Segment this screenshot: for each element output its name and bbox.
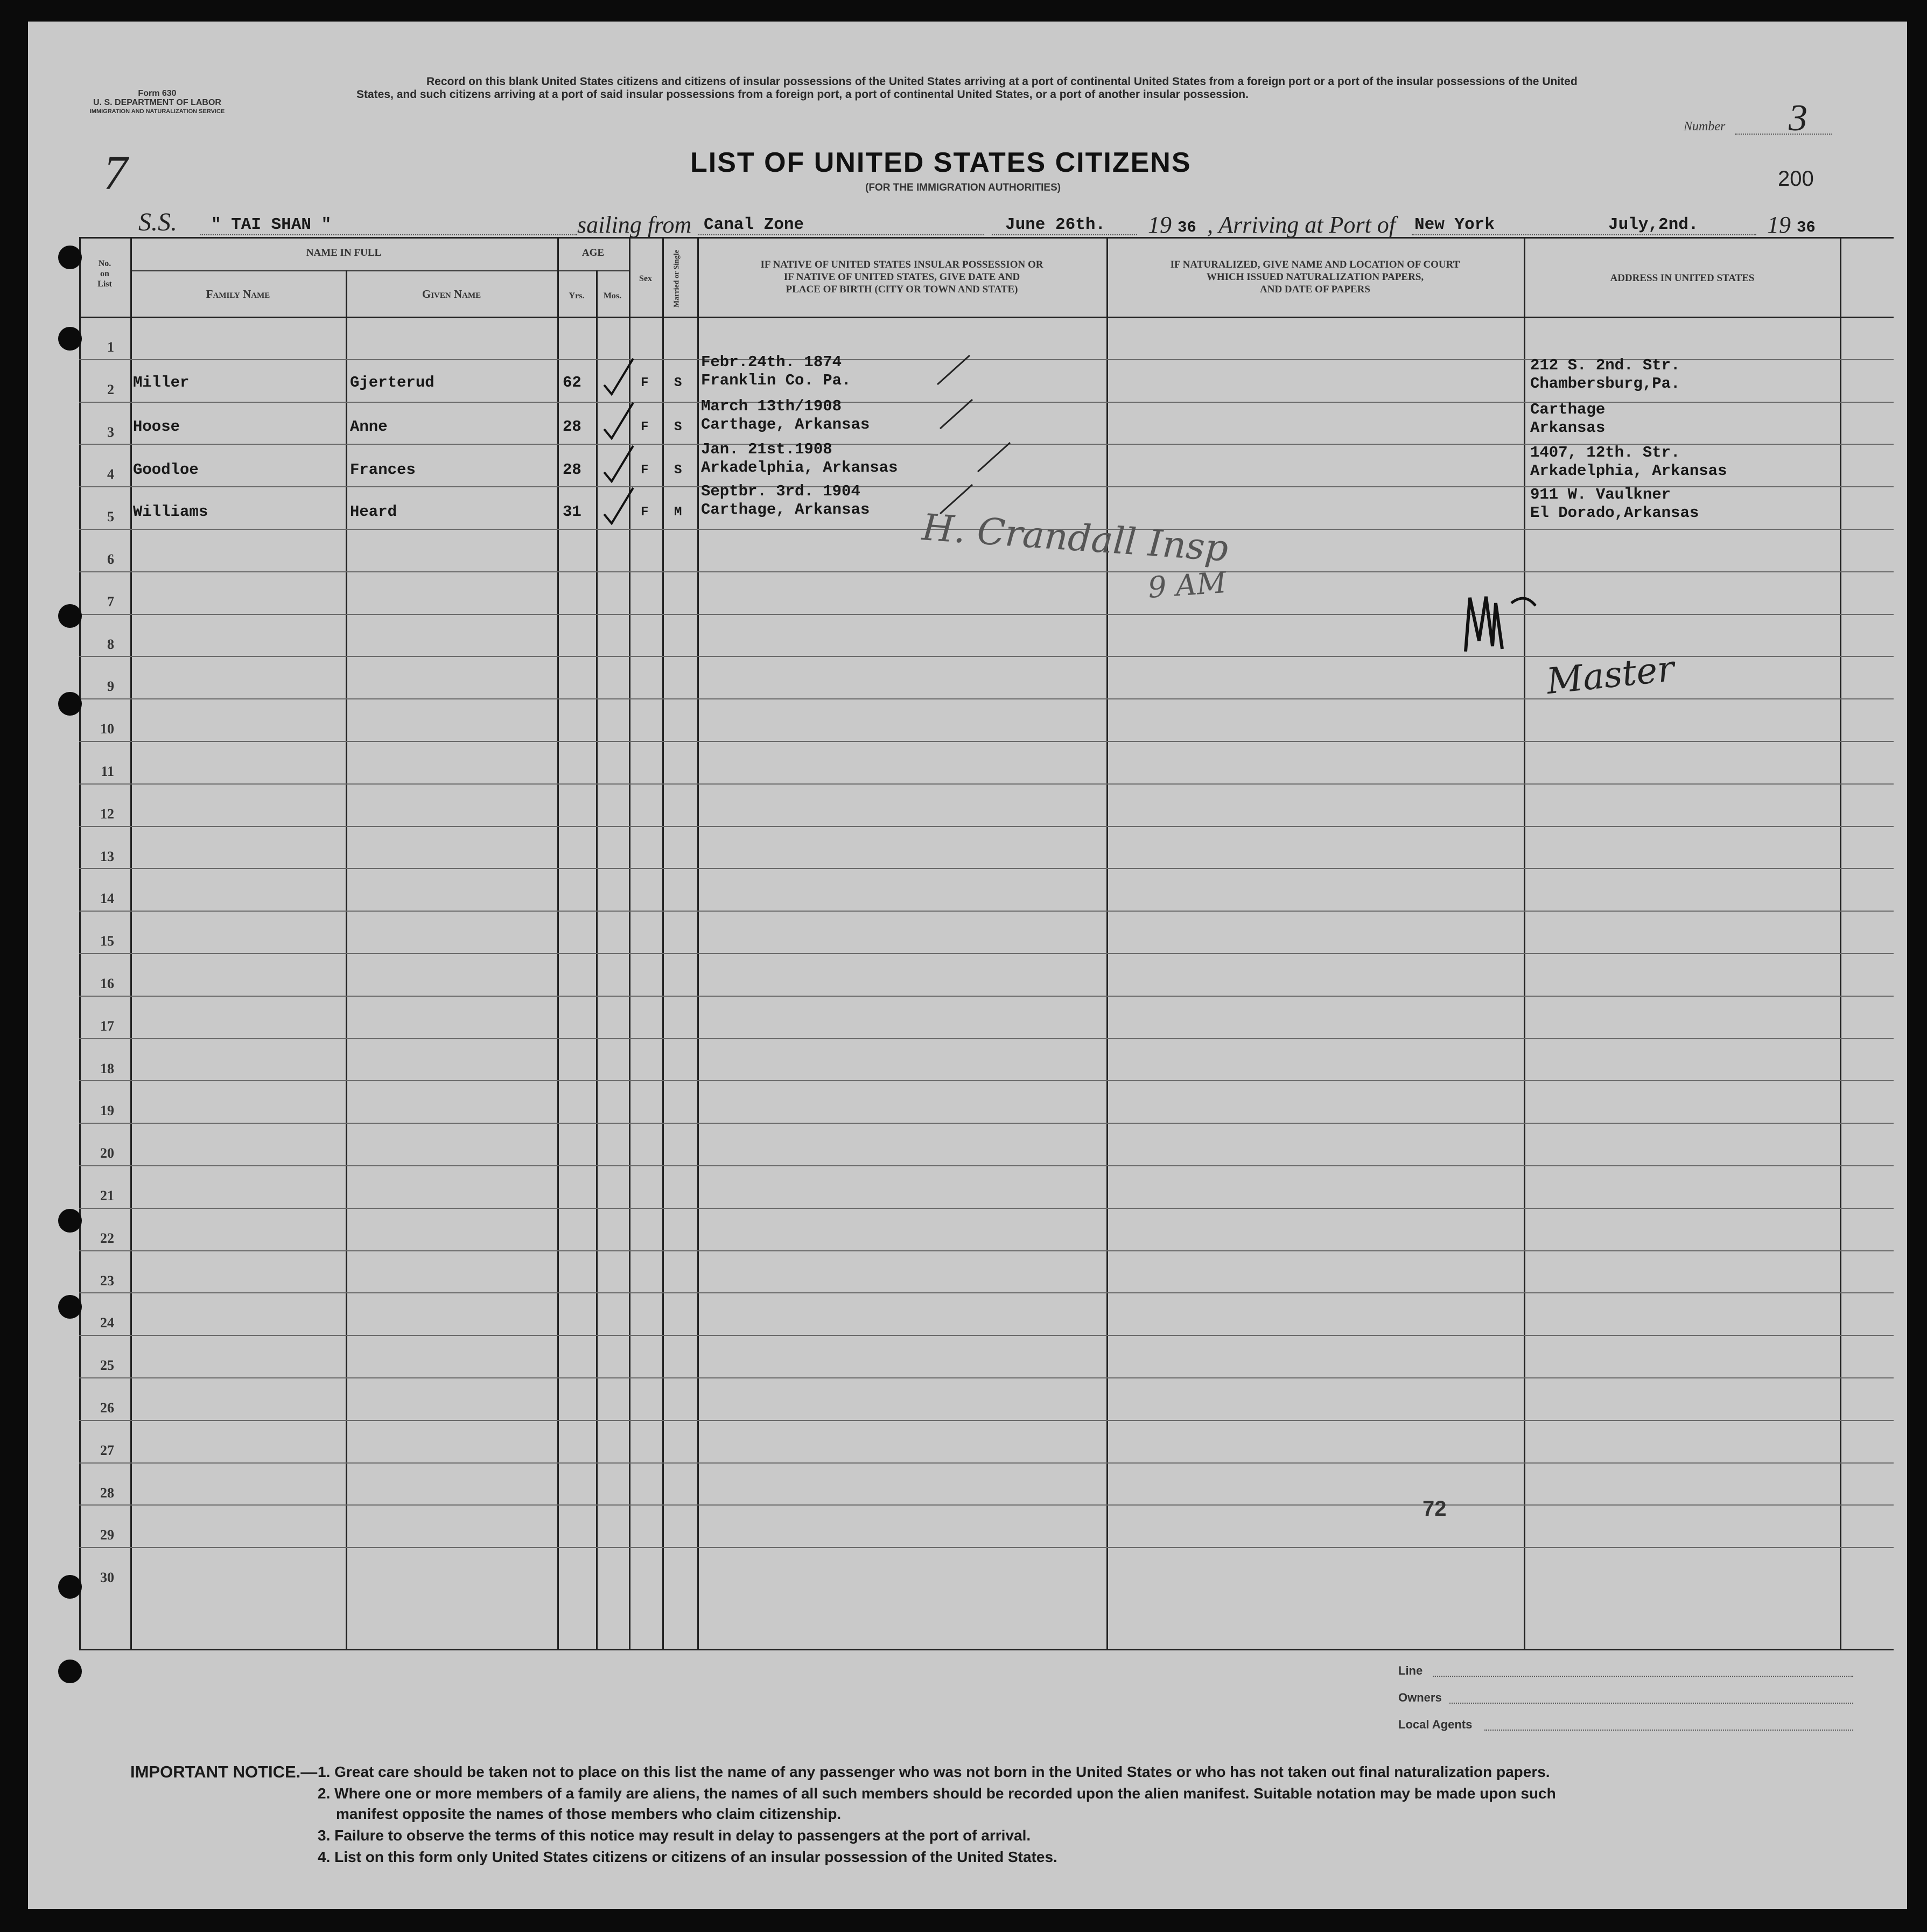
row-number: 2 (107, 381, 114, 397)
family-name-cell: Williams (133, 503, 208, 521)
checkmark-icon (600, 485, 637, 530)
row-number: 14 (100, 891, 114, 907)
checkmark-icon (600, 355, 637, 401)
row-number: 5 (107, 509, 114, 525)
age-years-cell: 28 (563, 418, 581, 436)
margin-mark: 7 (103, 146, 128, 200)
punch-hole (58, 1575, 82, 1599)
tick-mark-icon (976, 439, 1013, 480)
sex-cell: F (641, 463, 649, 478)
form-number: Form 630 (138, 89, 177, 98)
agents-underline (1484, 1730, 1853, 1731)
birth-place-cell: Franklin Co. Pa. (701, 372, 851, 389)
row-number: 6 (107, 551, 114, 567)
owners-underline (1449, 1703, 1853, 1704)
header-no-line: No. (98, 259, 111, 268)
header-yrs: Yrs. (569, 291, 585, 300)
row-number: 3 (107, 424, 114, 440)
arrival-date: July,2nd. (1608, 215, 1699, 234)
header-sex: Sex (639, 274, 652, 283)
header-name-in-full: NAME IN FULL (306, 247, 382, 258)
row-number: 19 (100, 1103, 114, 1119)
row-number: 28 (100, 1485, 114, 1501)
owners-label: Owners (1398, 1691, 1442, 1704)
address-line-1-cell: Carthage (1530, 401, 1606, 418)
master-signature: Master (1544, 647, 1677, 703)
punch-hole (58, 246, 82, 269)
page-subtitle: (FOR THE IMMIGRATION AUTHORITIES) (865, 182, 1061, 193)
row-number: 21 (100, 1188, 114, 1203)
header-list-line: List (97, 279, 112, 289)
birth-date-cell: Febr.24th. 1874 (701, 353, 842, 371)
given-name-cell: Heard (350, 503, 397, 521)
checkmark-icon (600, 443, 637, 488)
age-years-cell: 28 (563, 461, 581, 479)
marital-status-cell: S (674, 420, 682, 435)
ship-prefix: S.S. (138, 208, 177, 236)
birth-place-cell: Carthage, Arkansas (701, 416, 870, 433)
marital-status-cell: M (674, 505, 682, 520)
row-number: 10 (100, 721, 114, 737)
notice-lead: IMPORTANT NOTICE.— (130, 1762, 318, 1781)
row-number: 7 (107, 593, 114, 610)
sex-cell: F (641, 505, 649, 520)
local-agents-label: Local Agents (1398, 1718, 1473, 1731)
address-line-2-cell: Chambersburg,Pa. (1530, 375, 1680, 393)
row-number: 8 (107, 636, 114, 652)
marital-status-cell: S (674, 376, 682, 390)
row-number: 1 (107, 339, 114, 355)
header-mos: Mos. (603, 291, 622, 300)
ship-name: " TAI SHAN " (211, 215, 332, 234)
header-birth-line-1: IF NATIVE OF UNITED STATES INSULAR POSSESSION OR (760, 259, 1043, 270)
row-number: 26 (100, 1400, 114, 1416)
given-name-cell: Anne (350, 418, 388, 436)
arrival-port: New York (1414, 215, 1495, 234)
line-underline (1433, 1676, 1853, 1677)
birth-date-cell: Jan. 21st.1908 (701, 440, 832, 458)
arriving-label: , Arriving at Port of (1207, 212, 1396, 238)
row-number: 11 (101, 764, 114, 779)
page-title: LIST OF UNITED STATES CITIZENS (690, 147, 1192, 178)
depart-date: June 26th. (1005, 215, 1106, 234)
header-naturalized-line-2: WHICH ISSUED NATURALIZATION PAPERS, (1206, 271, 1424, 283)
punch-hole (58, 1295, 82, 1319)
punch-hole (58, 1660, 82, 1683)
checkmark-icon (600, 400, 637, 445)
arrival-year-suffix: 36 (1797, 219, 1816, 236)
tick-mark-icon (938, 396, 976, 437)
line-label: Line (1398, 1664, 1423, 1677)
row-number: 20 (100, 1145, 114, 1161)
row-number: 30 (100, 1570, 114, 1586)
sailing-from: Canal Zone (704, 215, 804, 234)
header-naturalized-line-3: AND DATE OF PAPERS (1260, 284, 1370, 295)
address-line-1-cell: 911 W. Vaulkner (1530, 486, 1671, 503)
marital-status-cell: S (674, 463, 682, 478)
header-naturalized-line-1: IF NATURALIZED, GIVE NAME AND LOCATION OF COURT (1170, 259, 1460, 270)
birth-place-cell: Carthage, Arkansas (701, 501, 870, 519)
address-line-2-cell: Arkansas (1530, 419, 1606, 437)
punch-hole (58, 1209, 82, 1233)
notice-item-2b: manifest opposite the names of those members who claim citizenship. (336, 1805, 842, 1822)
address-line-2-cell: El Dorado,Arkansas (1530, 504, 1699, 522)
birth-date-cell: Septbr. 3rd. 1904 (701, 482, 860, 500)
punch-hole (58, 327, 82, 351)
header-birth-line-3: PLACE OF BIRTH (CITY OR TOWN AND STATE) (786, 284, 1018, 295)
manifest-sheet (28, 22, 1907, 1909)
row-number: 9 (107, 678, 114, 695)
depart-year-prefix: 19 (1148, 212, 1172, 238)
stamp-number: 200 (1778, 167, 1814, 191)
passenger-entries (28, 22, 1907, 1909)
arrival-year-prefix: 19 (1767, 212, 1791, 238)
service-name: IMMIGRATION AND NATURALIZATION SERVICE (89, 108, 225, 115)
number-value: 3 (1789, 97, 1807, 139)
row-number: 15 (100, 933, 114, 949)
master-signature-mark (1460, 587, 1541, 662)
row-number: 13 (100, 848, 114, 864)
notice-item-2a: 2. Where one or more members of a family are aliens, the names of all such members should be recorded upon the alien manifest. Suitable notation may be made upon such (318, 1785, 1556, 1802)
header-age: AGE (581, 247, 605, 258)
address-line-1-cell: 212 S. 2nd. Str. (1530, 356, 1680, 374)
address-line-1-cell: 1407, 12th. Str. (1530, 444, 1680, 461)
notice-item-3: 3. Failure to observe the terms of this notice may result in delay to passengers at the port of arrival. (318, 1827, 1031, 1844)
row-number: 29 (100, 1527, 114, 1543)
header-birth-line-2: IF NATIVE OF UNITED STATES, GIVE DATE AND (783, 271, 1020, 283)
header-given-name: Given Name (422, 288, 481, 300)
sex-cell: F (641, 376, 649, 390)
row-number: 22 (100, 1230, 114, 1246)
notice-item-4: 4. List on this form only United States citizens or citizens of an insular possession of the United States. (318, 1849, 1057, 1865)
instructions-text: Record on this blank United States citizens and citizens of insular possessions of the United States arriving at a port of continental United States from a foreign port or a port of the insular possessions of the United States, and such citizens arriving at a port of said insular possessions from a foreign port, a port of continental United States, or a port of another insular possession. (356, 75, 1578, 101)
sex-cell: F (641, 420, 649, 435)
header-married-or-single: Married or Single (672, 249, 681, 308)
given-name-cell: Gjerterud (350, 374, 435, 391)
number-label: Number (1684, 120, 1726, 134)
family-name-cell: Hoose (133, 418, 180, 436)
row-number: 23 (100, 1272, 114, 1289)
row-number: 24 (100, 1315, 114, 1331)
family-name-cell: Goodloe (133, 461, 199, 479)
time-note: 9 AM (1146, 565, 1228, 605)
given-name-cell: Frances (350, 461, 416, 479)
sailing-from-label: sailing from (577, 212, 692, 238)
punch-hole (58, 604, 82, 628)
notice-item-1: 1. Great care should be taken not to place on this list the name of any passenger who was not born in the United States or who has not taken out final naturalization papers. (318, 1763, 1550, 1780)
punch-hole (58, 692, 82, 716)
tick-mark-icon (935, 352, 973, 393)
department-name: U. S. DEPARTMENT OF LABOR (93, 98, 221, 107)
address-line-2-cell: Arkadelphia, Arkansas (1530, 462, 1727, 480)
inspector-signature: H. Crandall Insp (920, 506, 1230, 570)
age-years-cell: 62 (563, 374, 581, 391)
stamp-72: 72 (1423, 1497, 1447, 1521)
birth-place-cell: Arkadelphia, Arkansas (701, 459, 898, 477)
depart-year-suffix: 36 (1178, 219, 1196, 236)
row-number: 18 (100, 1060, 114, 1076)
row-number: 12 (100, 806, 114, 822)
age-years-cell: 31 (563, 503, 581, 521)
header-on-line: on (100, 269, 109, 278)
family-name-cell: Miller (133, 374, 190, 391)
birth-date-cell: March 13th/1908 (701, 397, 842, 415)
row-number: 27 (100, 1442, 114, 1458)
header-family-name: Family Name (206, 288, 270, 300)
row-number: 25 (100, 1357, 114, 1374)
header-address: ADDRESS IN UNITED STATES (1610, 272, 1755, 284)
row-number: 4 (107, 466, 114, 482)
row-number: 17 (100, 1018, 114, 1034)
row-number: 16 (100, 976, 114, 991)
master-scribble-icon (1460, 587, 1541, 662)
